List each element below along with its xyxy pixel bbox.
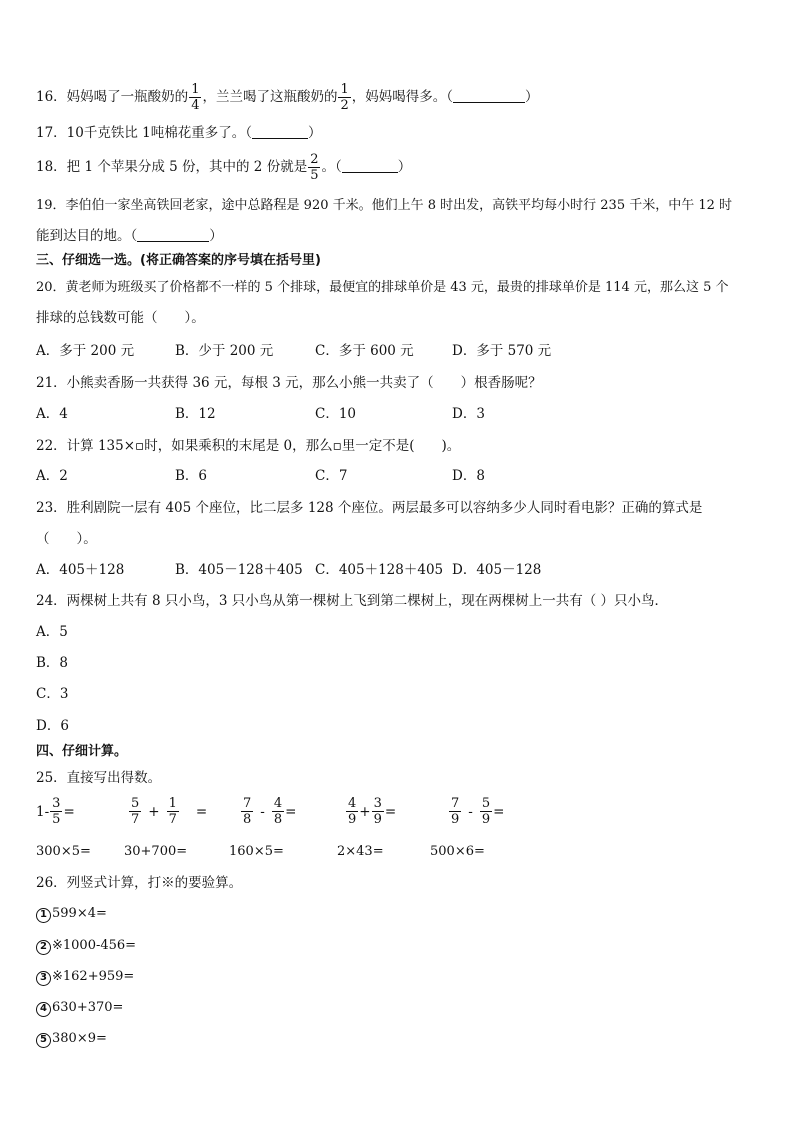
section-4-heading: 四、仔细计算。 [36,744,128,759]
question-19-line-2: 能到达目的地。（ ） [36,228,223,244]
option-22-b[interactable]: B．6 [175,468,208,484]
fraction-problem-4: $\frac{4}{9}$ + $\frac{3}{9}$ = [348,796,397,827]
option-21-a[interactable]: A．4 [36,406,68,422]
fraction-problem-1: 1- $\frac{3}{5}$ = [36,796,75,827]
option-22-d[interactable]: D．8 [452,468,485,484]
vertical-calc-item-3: 3 ※162+959= [36,967,134,987]
calc-item-5: 500×6= [430,844,485,859]
question-20-line-2: 排球的总钱数可能（ ）。 [36,310,205,326]
question-23-line-2: （ ）。 [36,531,97,547]
question-26: 26．列竖式计算，打※的要验算。 [36,875,243,891]
answer-blank-19[interactable] [137,227,209,242]
calc-item-4: 2×43= [337,844,384,859]
option-24-b[interactable]: B．8 [36,655,69,671]
calc-item-1: 300×5= [36,844,91,859]
option-20-d[interactable]: D．多于 570 元 [452,343,552,359]
option-24-d[interactable]: D．6 [36,718,69,734]
question-25: 25．直接写出得数。 [36,770,162,786]
question-22: 22．计算 135×▫时，如果乘积的末尾是 0，那么▫里一定不是( )。 [36,438,461,454]
question-19-line-1: 19．李伯伯一家坐高铁回老家，途中总路程是 920 千米。他们上午 8 时出发，高铁平均每小时行 235 千米，中午 12 时 [36,198,733,213]
fraction-one-half: $\frac{1}{2}$ [340,82,349,113]
option-21-b[interactable]: B．12 [175,406,216,422]
vertical-calc-item-4: 4 630+370= [36,998,123,1018]
question-16: 16．妈妈喝了一瓶酸奶的 $\frac{1}{4}$ ，兰兰喝了这瓶酸奶的 $\frac{1}{2}$ ，妈妈喝得多。（ ） [36,82,539,113]
option-24-a[interactable]: A．5 [36,624,68,640]
vertical-calc-item-2: 2 ※1000-456= [36,936,136,956]
vertical-calc-item-1: 1 599×4= [36,904,107,924]
option-20-b[interactable]: B．少于 200 元 [175,343,274,359]
fraction-problem-2: $\frac{5}{7}$ + $\frac{1}{7}$ = [131,796,208,827]
option-21-c[interactable]: C．10 [315,406,357,422]
calc-item-3: 160×5= [229,844,284,859]
option-23-c[interactable]: C．405＋128＋405 [315,562,444,578]
option-22-c[interactable]: C．7 [315,468,348,484]
fraction-problem-3: $\frac{7}{8}$ - $\frac{4}{8}$ = [243,796,297,827]
option-24-c[interactable]: C．3 [36,686,69,702]
answer-blank-17[interactable] [252,124,308,139]
question-17: 17．10千克铁比 1吨棉花重多了。（ ） [36,125,322,141]
question-20-line-1: 20．黄老师为班级买了价格都不一样的 5 个排球，最便宜的排球单价是 43 元，最贵的排球单价是 114 元，那么这 5 个 [36,280,729,295]
answer-blank-16[interactable] [453,88,525,103]
fraction-one-quarter: $\frac{1}{4}$ [191,82,200,113]
option-21-d[interactable]: D．3 [452,406,485,422]
option-20-c[interactable]: C．多于 600 元 [315,343,414,359]
option-23-b[interactable]: B．405－128＋405 [175,562,303,578]
answer-blank-18[interactable] [342,158,398,173]
option-22-a[interactable]: A．2 [36,468,68,484]
question-23-line-1: 23．胜利剧院一层有 405 个座位，比二层多 128 个座位。两层最多可以容纳多少人同时看电影？正确的算式是 [36,500,703,516]
question-21: 21．小熊卖香肠一共获得 36 元，每根 3 元，那么小熊一共卖了（ ）根香肠呢？ [36,375,542,391]
calc-item-2: 30+700= [124,844,188,859]
vertical-calc-item-5: 5 380×9= [36,1029,107,1049]
option-23-d[interactable]: D．405－128 [452,562,542,578]
fraction-two-fifths: $\frac{2}{5}$ [310,152,319,183]
question-24: 24．两棵树上共有 8 只小鸟，3 只小鸟从第一棵树上飞到第二棵树上，现在两棵树上一共有（ ）只小鸟． [36,593,669,609]
section-3-heading: 三、仔细选一选。(将正确答案的序号填在括号里) [36,253,321,268]
question-18: 18．把 1 个苹果分成 5 份，其中的 2 份就是 $\frac{2}{5}$ 。（ ） [36,152,412,183]
fraction-problem-5: $\frac{7}{9}$ - $\frac{5}{9}$ = [451,796,505,827]
option-23-a[interactable]: A．405＋128 [36,562,125,578]
option-20-a[interactable]: A．多于 200 元 [36,343,135,359]
